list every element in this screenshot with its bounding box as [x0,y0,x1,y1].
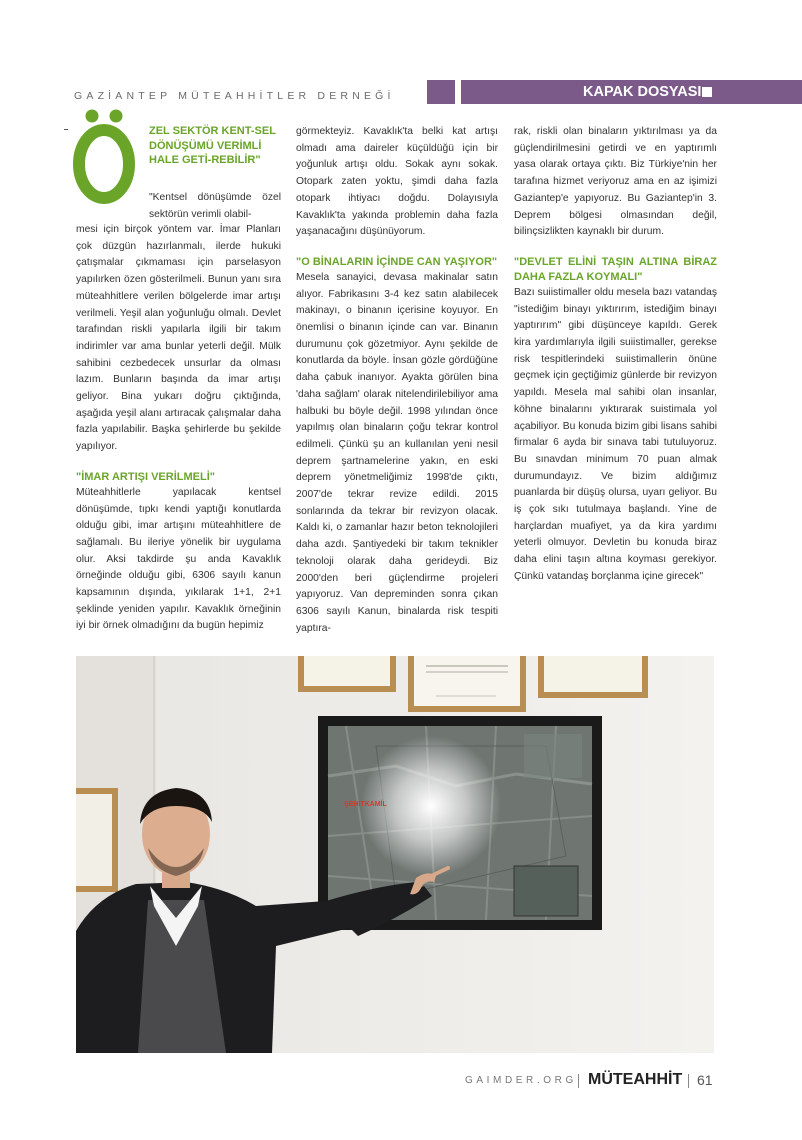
certificate-frame-2 [408,656,526,712]
section-tab [461,80,802,104]
col2-subheading: "O BİNALARIN İÇİNDE CAN YAŞIYOR" [296,255,498,268]
col1-paragraph-1: mesi için birçok yöntem var. İmar Planları çok düzgün hazırlanmalı, ilerde hukuki çatışmalar çıkmaması için parselasyon yapılırken özen gösterilmeli. Bunun yanı sıra müteahhitlere verilen bölgelerde imar artışı verilmeli. Yeşil alan yoğunluğu olmalı. Devlet tarafından riskli yapılarla ilgili bir takım indirimler var ama bunlar yeterli değil. Mülk sahibini cezbedecek unsurlar da olması lazım. Bunların başında da imar artışı geliyor. Bina yukarı doğru çıktığında, aşağıda yeşil alanı artıracak çalışmalar daha fazla yapılabilir. Başka şehirlerde bu şekilde yapılıyor. [76,224,281,453]
dropcap-letter-o [79,130,129,198]
header-accent-block [427,80,455,104]
article-photo [76,656,714,1053]
column-2 [296,124,498,634]
col1-paragraph-2: Müteahhitlerle yapılacak kentsel dönüşümde, tıpkı kendi yaptığı konutlarda olduğu gibi, imar artışını müteahhitlere de sağlamalı. Bu ileriye yönelik bir uygulama olur. Aksi takdirde şu anda Kavaklık örneğinde olduğu gibi, 6306 sayılı kanun kapsamının dışında, yıkılarak 1+1, 2+1 şeklinde yeniden yapılır. Kavaklık örneğinin iyi bir örnek olmadığını da bugün hepimiz [76,486,281,632]
page-number: 61 [697,1072,713,1088]
dropcap [73,108,135,204]
col1-subheading: "İMAR ARTIŞI VERİLMELİ" [76,470,215,483]
certificate-frame-3 [538,656,648,698]
footer-divider [688,1074,689,1088]
umlaut-dot-right [110,110,123,123]
column-1 [76,222,281,632]
column-3 [514,124,717,604]
certificate-frame-1 [298,656,396,692]
footer-magazine-name: MÜTEAHHİT [588,1071,683,1088]
association-name: GAZİANTEP MÜTEAHHİTLER DERNEĞİ [74,90,395,102]
photo-illustration [76,656,714,1053]
square-icon [702,87,712,97]
footer-divider [578,1074,579,1088]
left-frame [76,788,118,892]
section-title: KAPAK DOSYASI [583,84,702,100]
col3-paragraph-2: Bazı suiistimaller oldu mesela bazı vatandaş "istediğim binayı yıktırırım, istediğim binayı yaptırırım" gibi düşünceye kapıldı. Gerek kira yardımlarıyla ilgili suiistimaller, gerekse risk tespitlerindeki suiistimallerin önüne geçmek için geçtiğimiz günlerde bir revizyon yapıldı. Mesela mal sahibi olan insanlar, köhne binalarını yıktırarak suistimala yol açabiliyor. Bu konuda bizim gibi lisans sahibi firmalar 6 ayda bir sınava tabi tutuluyoruz. Bu sınavdan minimum 70 puan almak durumundayız. Ve bizim aldığımız puanlarda bir düşüş olursa, uyarı geliyor. Bu iş çok sıkı tutulmaya başlandı. Yine de harçlardan muafiyet, ya da kira yardımı yeterli olmuyor. Devletin bu konuda biraz daha elini taşın altına koyması gerekiyor. Çünkü vatandaş borçlanma içine girecek" [514,286,717,582]
col3-paragraph-1: rak, riskli olan binaların yıktırılması ya da güçlendirilmesini getirdi ve en yaptırımlı yasa olarak ortaya çıktı. Biz Türkiye'nin her tarafına hizmet veriyoruz ama en az işimizi Gaziantep'e yapıyoruz. Bu Gaziantep'in 3. Deprem bölgesi olmasından değil, bilinçsizlikten kaynaklı bir durum. [514,126,717,238]
col3-subheading: "DEVLET ELİNİ TAŞIN ALTINA BİRAZ DAHA FAZLA KOYMALI" [514,255,717,283]
umlaut-dot-left [86,110,99,123]
map-label: ŞEHİTKAMİL [344,801,387,808]
lead-heading: ZEL SEKTÖR KENT-SEL DÖNÜŞÜMÜ VERİMLİ HALE GETİ-REBİLİR" [149,125,276,166]
margin-mark [64,129,68,130]
col2-paragraph-2: Mesela sanayici, devasa makinalar satın alıyor. Fabrikasını 3-4 kez satın alabilecek makinayı, o binanın içerisine koyuyor. En önemlisi o binanın içinde can var. Binanın durumunu çok gözetmiyor. Aynı şekilde de konutlarda da böyle. İnsan gözle gördüğüne daha çabuk inanıyor. Ayakta görülen bina 'daha sağlam' olarak nitelendirilebiliyor ama halbuki bu böyle değil. 1998 yılından önce yapılmış olan binaların çoğu tekrar kontrol edilmeli. Çünkü şu an kullanılan yeni nesil deprem şartnamelerine yakın, en eski deprem yönetmeliğimiz 1998'de çıktı, 2007'de tekrar revize edildi. 2015 sonlarında da tekrar bir revizyon olacak. Kaldı ki, o zamanlar hazır beton teknolojileri daha azdı. Şantiyedeki bir takım teknikler teknoloji olarak daha gerideydi. Biz 2000'den beri güçlendirme projeleri yapıyoruz. Van depreminden sonra çıkan 6306 sayılı Kanun, binalarda risk tespiti yaptıra- [296,271,498,634]
lead-body: "Kentsel dönüşümde özel sektörün verimli olabil- [149,192,281,220]
footer-website: GAIMDER.ORG [465,1075,577,1086]
col2-paragraph-1: görmekteyiz. Kavaklık'ta belki kat artışı olmadı ama daireler küçüldüğü için bir yoğunluk artışı oldu. Sokak aynı sokak. Otopark zaten yoktu, şimdi daha fazla otopark ihtiyacı doğdu. Dolayısıyla Kavaklık'ta yakında problemin daha fazla yaşanacağını düşünüyorum. [296,126,498,238]
